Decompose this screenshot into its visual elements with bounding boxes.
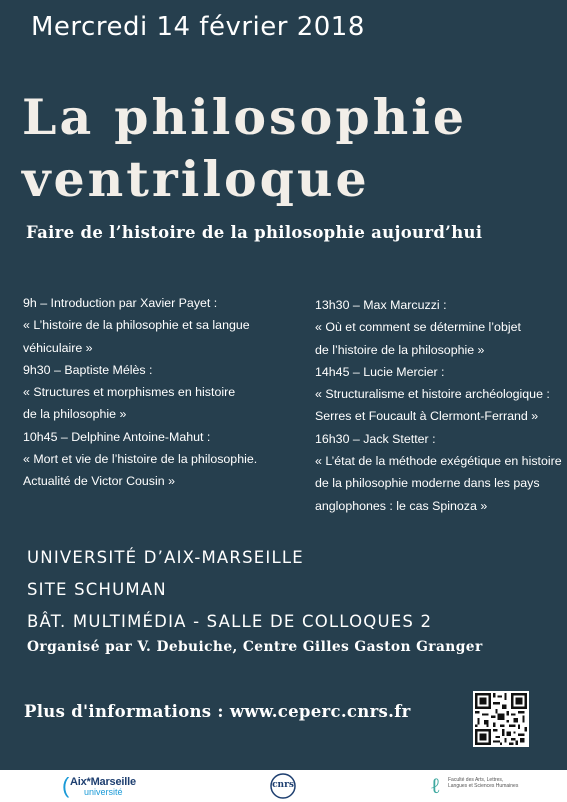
program-line: de la philosophie moderne dans les pays	[315, 476, 540, 491]
more-info-link[interactable]: Plus d'informations : www.ceperc.cnrs.fr	[24, 702, 411, 721]
program-line: de l’histoire de la philosophie »	[315, 342, 485, 357]
faculty-logo[interactable]	[430, 775, 520, 799]
program-afternoon	[315, 294, 562, 517]
program-line: « Structures et morphismes en histoire	[23, 385, 236, 400]
program-line: « L’état de la méthode exégétique en histoire	[315, 454, 562, 469]
venue-university: UNIVERSITÉ D’AIX-MARSEILLE	[27, 548, 304, 567]
program-line: « L’histoire de la philosophie et sa langue	[23, 318, 250, 333]
faculty-logo-line: Faculté des Arts, Lettres,	[448, 777, 504, 783]
qr-code-icon[interactable]	[473, 691, 529, 747]
program-line: « Mort et vie de l’histoire de la philosophie.	[23, 452, 258, 467]
program-line: 13h30 – Max Marcuzzi :	[315, 298, 447, 312]
faculty-logo-mark: ℓ	[430, 774, 441, 799]
amu-logo-mark: (	[62, 773, 70, 798]
program-line: de la philosophie »	[23, 407, 127, 422]
event-date: Mercredi 14 février 2018	[31, 12, 365, 42]
amu-logo-subtext: université	[84, 787, 123, 797]
program-line: véhiculaire »	[23, 340, 93, 355]
program-line: Serres et Foucault à Clermont-Ferrand »	[315, 409, 539, 424]
program-line: 9h30 – Baptiste Mélès :	[23, 362, 153, 377]
cnrs-logo-text: cnrs	[272, 780, 294, 790]
program-line: « Où et comment se détermine l’objet	[315, 320, 521, 335]
program-line: anglophones : le cas Spinoza »	[315, 498, 488, 513]
program-line: 9h – Introduction par Xavier Payet :	[23, 296, 218, 310]
program-morning	[23, 292, 257, 493]
event-subtitle: Faire de l’histoire de la philosophie aujourd’hui	[26, 223, 483, 242]
cnrs-logo[interactable]	[270, 773, 296, 799]
event-title	[22, 86, 467, 210]
title-line-1: La philosophie	[22, 88, 468, 146]
venue-room: BÂT. MULTIMÉDIA - SALLE DE COLLOQUES 2	[27, 612, 433, 631]
venue-site: SITE SCHUMAN	[27, 580, 167, 599]
program-line: Actualité de Victor Cousin »	[23, 474, 175, 489]
program-line: 14h45 – Lucie Mercier :	[315, 364, 445, 379]
program-line: 10h45 – Delphine Antoine-Mahut :	[23, 429, 211, 444]
faculty-logo-text	[448, 777, 522, 789]
title-line-2: ventriloque	[22, 150, 370, 208]
footer-logos	[0, 770, 567, 802]
faculty-logo-line: Langues et Sciences Humaines	[448, 783, 519, 789]
organizer-line: Organisé par V. Debuiche, Centre Gilles Gaston Granger	[27, 639, 483, 655]
program-line: 16h30 – Jack Stetter :	[315, 431, 436, 446]
amu-logo[interactable]	[62, 773, 142, 798]
program-line: « Structuralisme et histoire archéologique :	[315, 387, 550, 402]
amu-logo-text: Aix*Marseille	[70, 776, 136, 788]
